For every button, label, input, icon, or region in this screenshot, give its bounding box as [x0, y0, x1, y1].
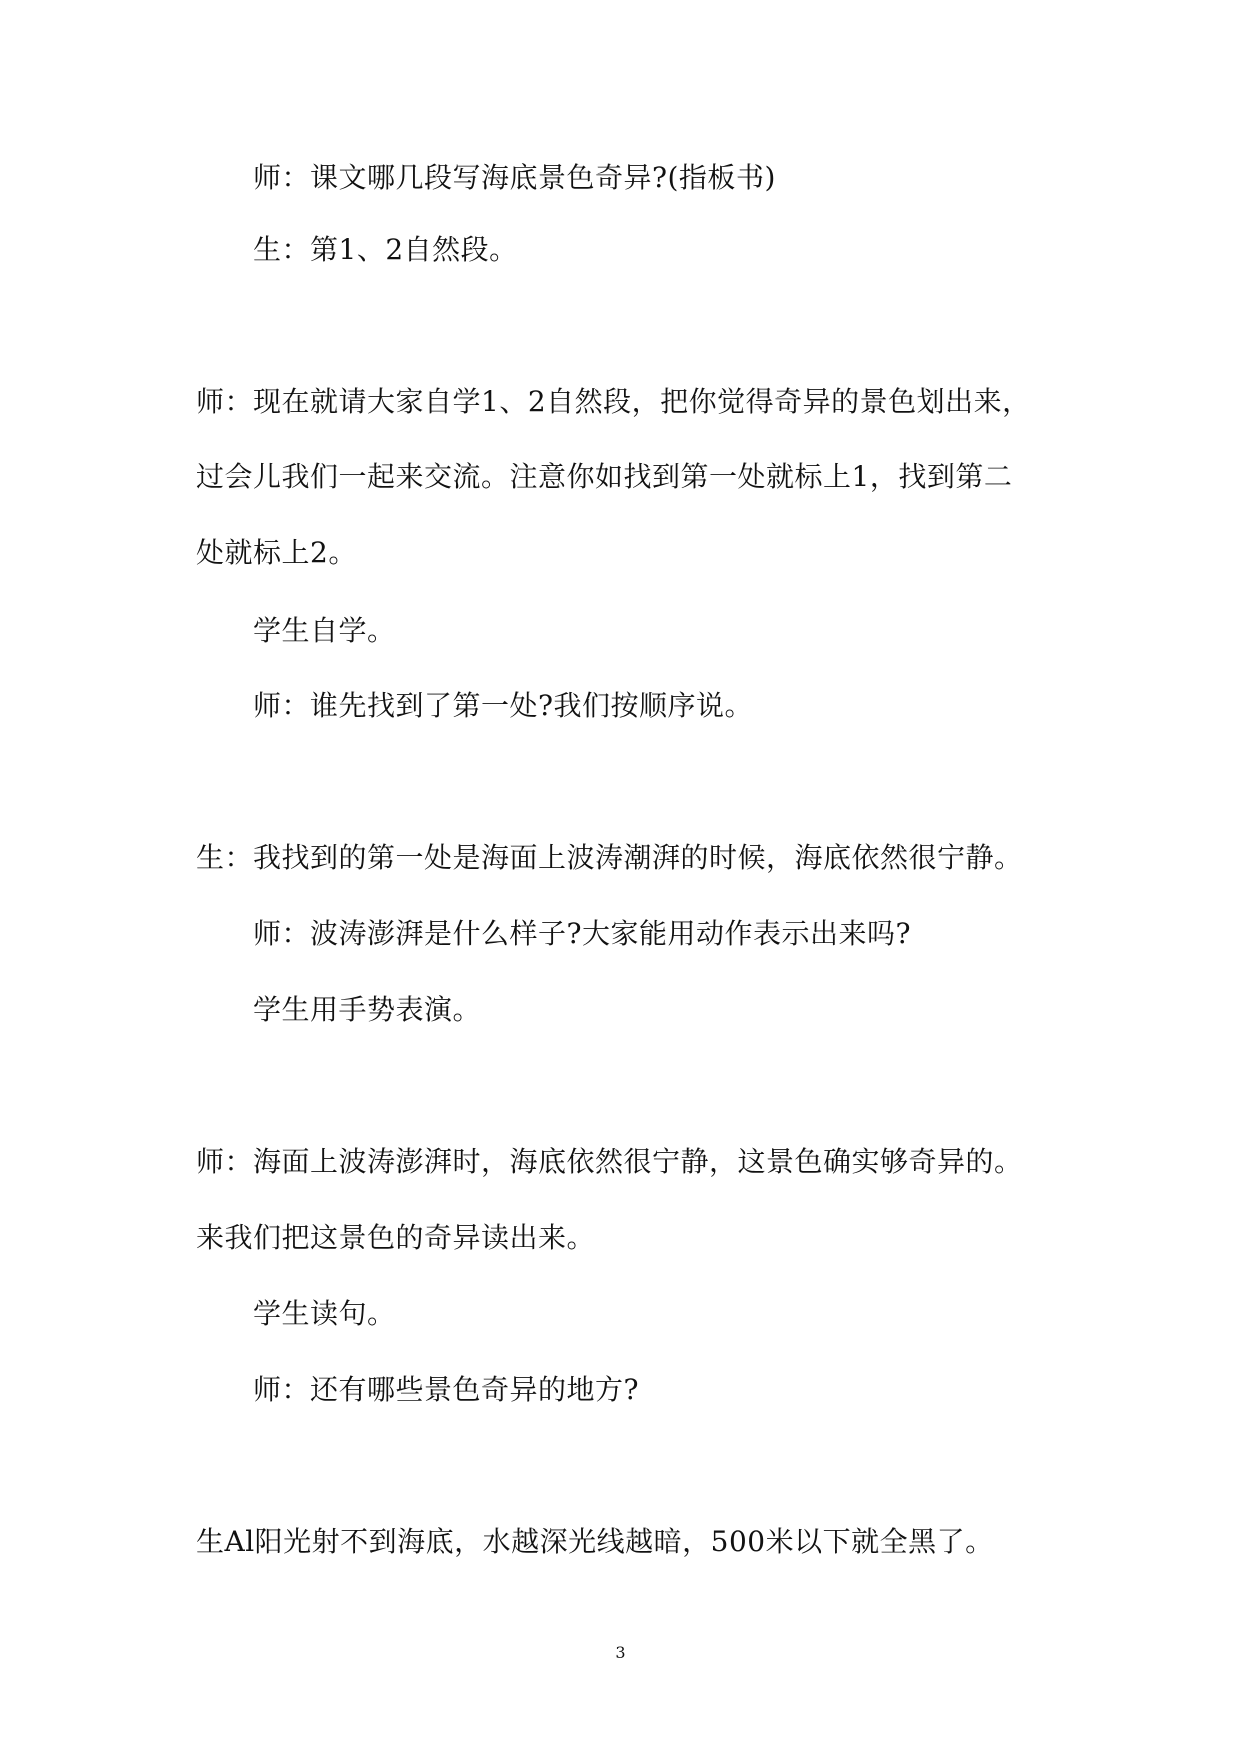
text-line: 师：谁先找到了第一处?我们按顺序说。	[253, 689, 754, 722]
text-line: 生Al阳光射不到海底，水越深光线越暗，500米以下就全黑了。	[196, 1525, 994, 1558]
text-line: 师：还有哪些景色奇异的地方?	[253, 1373, 640, 1406]
text-line: 师：海面上波涛澎湃时，海底依然很宁静，这景色确实够奇异的。	[196, 1145, 1023, 1178]
text-line: 师：课文哪几段写海底景色奇异?(指板书)	[253, 161, 776, 194]
text-line: 学生自学。	[253, 614, 396, 647]
page-number: 3	[615, 1643, 626, 1662]
text-line: 学生用手势表演。	[253, 993, 482, 1026]
text-line: 师：现在就请大家自学1、2自然段，把你觉得奇异的景色划出来，	[196, 385, 1031, 418]
text-line: 过会儿我们一起来交流。注意你如找到第一处就标上1，找到第二	[196, 460, 1013, 493]
text-line: 来我们把这景色的奇异读出来。	[196, 1221, 596, 1254]
text-line: 生：第1、2自然段。	[253, 233, 518, 266]
text-line: 学生读句。	[253, 1297, 396, 1330]
text-line: 处就标上2。	[196, 536, 357, 569]
text-line: 师：波涛澎湃是什么样子?大家能用动作表示出来吗?	[253, 917, 912, 950]
text-line: 生：我找到的第一处是海面上波涛潮湃的时候，海底依然很宁静。	[196, 841, 1023, 874]
